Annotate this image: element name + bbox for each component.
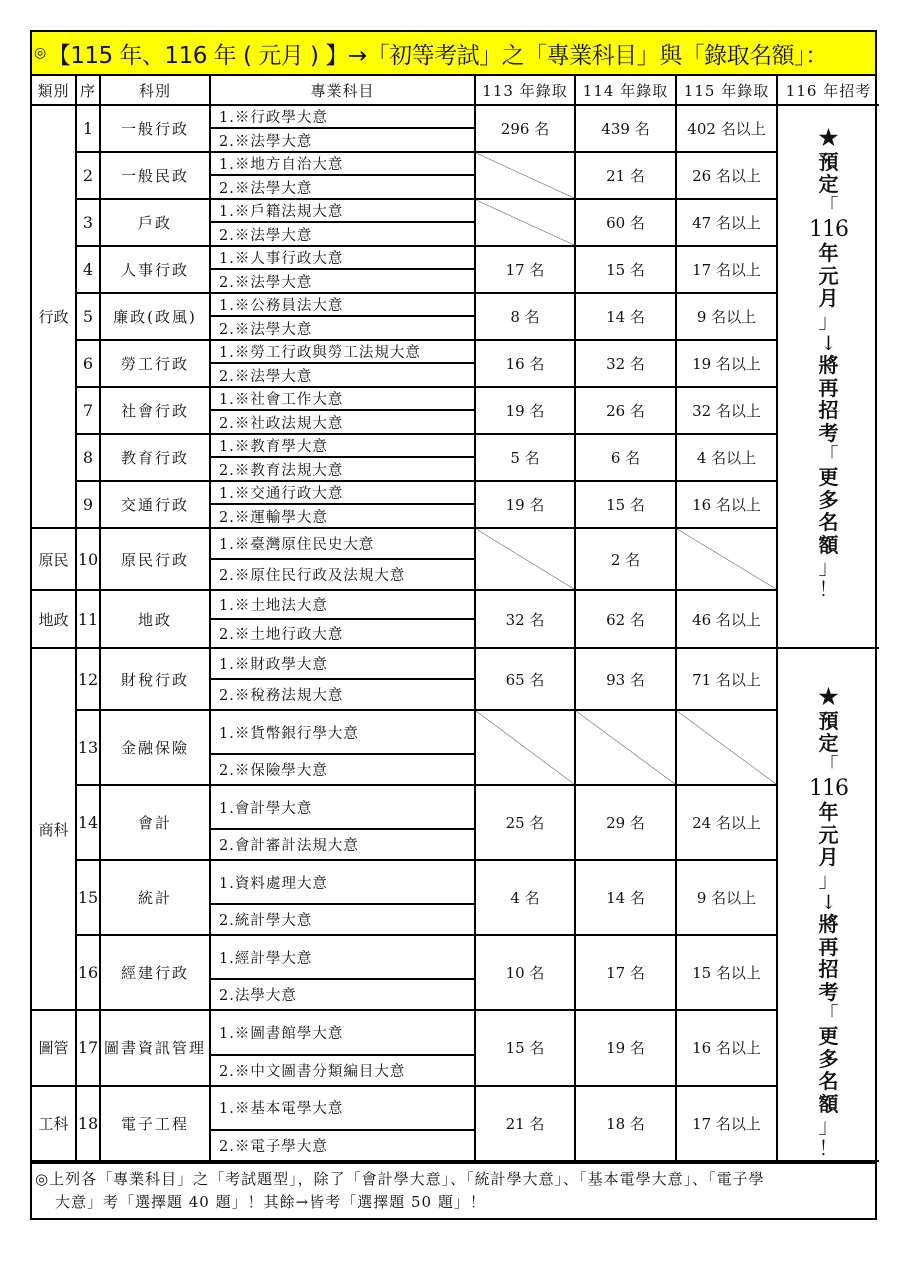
subject-cell: 2.※法學大意 xyxy=(210,222,475,246)
seq-cell: 18 xyxy=(76,1086,100,1161)
table-row xyxy=(32,152,879,175)
subject-cell: 1.※貨幣銀行學大意 xyxy=(210,710,475,754)
quota-cell-y115: 24 名以上 xyxy=(676,785,777,860)
department-cell: 統計 xyxy=(100,860,210,935)
exam-quota-sheet xyxy=(30,30,877,1220)
seq-cell: 12 xyxy=(76,648,100,710)
note-char: 元 xyxy=(818,822,839,847)
category-cell: 行政 xyxy=(32,105,76,528)
subject-cell: 2.※保險學大意 xyxy=(210,754,475,785)
subject-cell: 2.※法學大意 xyxy=(210,363,475,387)
empty-quota-cell-y115 xyxy=(676,528,777,590)
note-char: 年 xyxy=(818,800,839,825)
quota-cell-y114: 2 名 xyxy=(575,528,676,590)
empty-quota-cell-y113 xyxy=(475,152,575,199)
quota-cell-y115: 16 名以上 xyxy=(676,481,777,528)
note-char: 再 xyxy=(818,934,839,959)
quota-cell-y114: 21 名 xyxy=(575,152,676,199)
quota-cell-y114: 60 名 xyxy=(575,199,676,246)
note-char: 額 xyxy=(818,532,839,557)
seq-cell: 8 xyxy=(76,434,100,481)
seq-cell: 16 xyxy=(76,935,100,1010)
quota-cell-y114: 19 名 xyxy=(575,1010,676,1085)
quota-cell-y115: 17 名以上 xyxy=(676,1086,777,1161)
note-char: 「 xyxy=(818,194,839,219)
footer-note xyxy=(32,1162,875,1218)
subject-cell: 1.※行政學大意 xyxy=(210,105,475,128)
note-char: 更 xyxy=(818,465,839,490)
category-cell: 工科 xyxy=(32,1086,76,1161)
note-char: 招 xyxy=(818,957,839,982)
quota-cell-y113: 17 名 xyxy=(475,246,575,293)
note-char: 考 xyxy=(818,420,839,445)
quota-cell-y115: 26 名以上 xyxy=(676,152,777,199)
note-char: 再 xyxy=(818,375,839,400)
empty-quota-cell-y115 xyxy=(676,710,777,785)
quota-cell-y114: 18 名 xyxy=(575,1086,676,1161)
quota-cell-y114: 15 名 xyxy=(575,481,676,528)
note-char: 名 xyxy=(818,510,839,535)
department-cell: 教育行政 xyxy=(100,434,210,481)
seq-cell: 13 xyxy=(76,710,100,785)
note-char: 」 xyxy=(818,308,839,333)
table-row xyxy=(32,246,879,269)
empty-quota-cell-y113 xyxy=(475,528,575,590)
note-char: 「 xyxy=(818,753,839,778)
quota-cell-y113: 25 名 xyxy=(475,785,575,860)
quota-cell-y114: 439 名 xyxy=(575,105,676,152)
subject-cell: 1.※圖書館學大意 xyxy=(210,1010,475,1054)
quota-cell-y115: 19 名以上 xyxy=(676,340,777,387)
quota-cell-y113: 65 名 xyxy=(475,648,575,710)
quota-cell-y115: 9 名以上 xyxy=(676,293,777,340)
note-char: 年 xyxy=(818,241,839,266)
sheet-title xyxy=(32,32,875,76)
quota-cell-y113: 10 名 xyxy=(475,935,575,1010)
note-char: 」 xyxy=(818,1113,839,1138)
quota-cell-y114: 17 名 xyxy=(575,935,676,1010)
table-row xyxy=(32,935,879,979)
empty-quota-cell-y113 xyxy=(475,710,575,785)
department-cell: 地政 xyxy=(100,590,210,648)
subject-cell: 2.※稅務法規大意 xyxy=(210,679,475,710)
note-char: 將 xyxy=(818,353,839,378)
seq-cell: 11 xyxy=(76,590,100,648)
quota-cell-y114: 14 名 xyxy=(575,293,676,340)
header-subjects: 專業科目 xyxy=(210,76,475,105)
department-cell: 人事行政 xyxy=(100,246,210,293)
star-icon: ★ xyxy=(818,684,839,710)
quota-cell-y115: 9 名以上 xyxy=(676,860,777,935)
seq-cell: 6 xyxy=(76,340,100,387)
header-department: 科別 xyxy=(100,76,210,105)
subject-cell: 2.※社政法規大意 xyxy=(210,410,475,434)
quota-cell-y113: 296 名 xyxy=(475,105,575,152)
department-cell: 勞工行政 xyxy=(100,340,210,387)
department-cell: 電子工程 xyxy=(100,1086,210,1161)
note-char: 將 xyxy=(818,912,839,937)
note-char: 「 xyxy=(818,442,839,467)
quota-cell-y114: 62 名 xyxy=(575,590,676,648)
department-cell: 會計 xyxy=(100,785,210,860)
note-char: 月 xyxy=(818,286,839,311)
quota-cell-y114: 14 名 xyxy=(575,860,676,935)
note-char: 預 xyxy=(818,149,839,174)
subject-cell: 1.※基本電學大意 xyxy=(210,1086,475,1130)
seq-cell: 15 xyxy=(76,860,100,935)
quota-cell-y113: 15 名 xyxy=(475,1010,575,1085)
subject-cell: 2.法學大意 xyxy=(210,979,475,1010)
subject-cell: 2.※法學大意 xyxy=(210,175,475,199)
quota-cell-y115: 71 名以上 xyxy=(676,648,777,710)
category-cell: 地政 xyxy=(32,590,76,648)
subject-cell: 2.※運輸學大意 xyxy=(210,504,475,528)
seq-cell: 9 xyxy=(76,481,100,528)
note-char: 116 xyxy=(809,775,848,801)
note-char: ！ xyxy=(818,1136,839,1161)
subject-cell: 1.※交通行政大意 xyxy=(210,481,475,504)
category-cell: 商科 xyxy=(32,648,76,1010)
table-row xyxy=(32,528,879,559)
header-seq: 序 xyxy=(76,76,100,105)
quota-cell-y113: 16 名 xyxy=(475,340,575,387)
subject-cell: 1.※教育學大意 xyxy=(210,434,475,457)
note-char: 多 xyxy=(818,487,839,512)
subject-cell: 2.※教育法規大意 xyxy=(210,457,475,481)
subject-cell: 1.※公務員法大意 xyxy=(210,293,475,316)
department-cell: 社會行政 xyxy=(100,387,210,434)
footer-line-2: 大意」考「選擇題 40 題」！其餘→皆考「選擇題 50 題」！ xyxy=(55,1192,486,1211)
double-circle-icon: ◎ xyxy=(34,45,46,61)
table-row xyxy=(32,710,879,754)
seq-cell: 10 xyxy=(76,528,100,590)
subject-cell: 1.※土地法大意 xyxy=(210,590,475,619)
subject-cell: 1.※社會工作大意 xyxy=(210,387,475,410)
seq-cell: 1 xyxy=(76,105,100,152)
recruit-116-note-1 xyxy=(777,105,879,648)
subject-cell: 1.※人事行政大意 xyxy=(210,246,475,269)
department-cell: 財稅行政 xyxy=(100,648,210,710)
note-char: 定 xyxy=(818,172,839,197)
table-row xyxy=(32,105,879,128)
quota-cell-y115: 17 名以上 xyxy=(676,246,777,293)
seq-cell: 14 xyxy=(76,785,100,860)
seq-cell: 2 xyxy=(76,152,100,199)
quota-cell-y115: 46 名以上 xyxy=(676,590,777,648)
subject-cell: 1.※勞工行政與勞工法規大意 xyxy=(210,340,475,363)
table-row xyxy=(32,1010,879,1054)
table-row xyxy=(32,860,879,904)
quota-table-body xyxy=(32,105,879,1161)
note-char: 預 xyxy=(818,708,839,733)
empty-quota-cell-y114 xyxy=(575,710,676,785)
note-char: 「 xyxy=(818,1001,839,1026)
department-cell: 原民行政 xyxy=(100,528,210,590)
header-113: 113 年錄取 xyxy=(475,76,575,105)
quota-cell-y113: 4 名 xyxy=(475,860,575,935)
empty-quota-cell-y113 xyxy=(475,199,575,246)
note-char: 多 xyxy=(818,1046,839,1071)
seq-cell: 7 xyxy=(76,387,100,434)
note-char: 考 xyxy=(818,979,839,1004)
department-cell: 廉政(政風) xyxy=(100,293,210,340)
table-row xyxy=(32,387,879,410)
department-cell: 戶政 xyxy=(100,199,210,246)
quota-cell-y115: 402 名以上 xyxy=(676,105,777,152)
subject-cell: 1.會計學大意 xyxy=(210,785,475,829)
sheet-title-text: 【115 年、116 年 ( 元月 ) 】→「初等考試」之「專業科目」與「錄取名額」： xyxy=(47,42,828,69)
seq-cell: 5 xyxy=(76,293,100,340)
note-char: 定 xyxy=(818,731,839,756)
department-cell: 圖書資訊管理 xyxy=(100,1010,210,1085)
table-row xyxy=(32,199,879,222)
quota-cell-y114: 32 名 xyxy=(575,340,676,387)
table-row xyxy=(32,434,879,457)
subject-cell: 1.※戶籍法規大意 xyxy=(210,199,475,222)
table-row xyxy=(32,648,879,679)
table-row xyxy=(32,785,879,829)
table-row xyxy=(32,481,879,504)
header-row xyxy=(32,76,879,105)
quota-cell-y113: 32 名 xyxy=(475,590,575,648)
star-icon: ★ xyxy=(818,125,839,151)
quota-cell-y115: 15 名以上 xyxy=(676,935,777,1010)
table-row xyxy=(32,340,879,363)
note-char: 招 xyxy=(818,398,839,423)
quota-cell-y113: 19 名 xyxy=(475,481,575,528)
quota-cell-y114: 93 名 xyxy=(575,648,676,710)
subject-cell: 1.※地方自治大意 xyxy=(210,152,475,175)
quota-cell-y113: 21 名 xyxy=(475,1086,575,1161)
department-cell: 一般行政 xyxy=(100,105,210,152)
department-cell: 交通行政 xyxy=(100,481,210,528)
table-row xyxy=(32,590,879,619)
category-cell: 原民 xyxy=(32,528,76,590)
quota-cell-y115: 32 名以上 xyxy=(676,387,777,434)
subject-cell: 2.※法學大意 xyxy=(210,128,475,152)
note-char: 月 xyxy=(818,845,839,870)
subject-cell: 2.※法學大意 xyxy=(210,269,475,293)
department-cell: 一般民政 xyxy=(100,152,210,199)
subject-cell: 2.統計學大意 xyxy=(210,904,475,935)
quota-cell-y115: 47 名以上 xyxy=(676,199,777,246)
subject-cell: 1.※臺灣原住民史大意 xyxy=(210,528,475,559)
recruit-116-note-2 xyxy=(777,648,879,1161)
department-cell: 經建行政 xyxy=(100,935,210,1010)
seq-cell: 17 xyxy=(76,1010,100,1085)
note-char: 元 xyxy=(818,263,839,288)
note-char: 額 xyxy=(818,1091,839,1116)
subject-cell: 2.※中文圖書分類編目大意 xyxy=(210,1055,475,1086)
arrow-down-icon: ↓ xyxy=(820,330,837,355)
seq-cell: 4 xyxy=(76,246,100,293)
footer-line-1: ◎上列各「專業科目」之「考試題型」，除了「會計學大意」、「統計學大意」、「基本電學大意」、「電子學 xyxy=(35,1169,765,1188)
quota-cell-y113: 19 名 xyxy=(475,387,575,434)
arrow-down-icon: ↓ xyxy=(820,889,837,914)
subject-cell: 2.會計審計法規大意 xyxy=(210,829,475,860)
subject-cell: 2.※土地行政大意 xyxy=(210,619,475,648)
note-char: 」 xyxy=(818,867,839,892)
subject-cell: 1.經計學大意 xyxy=(210,935,475,979)
quota-cell-y113: 5 名 xyxy=(475,434,575,481)
quota-cell-y113: 8 名 xyxy=(475,293,575,340)
note-char: 名 xyxy=(818,1069,839,1094)
header-114: 114 年錄取 xyxy=(575,76,676,105)
seq-cell: 3 xyxy=(76,199,100,246)
table-row xyxy=(32,1086,879,1130)
note-char: 116 xyxy=(809,216,848,242)
subject-cell: 1.資料處理大意 xyxy=(210,860,475,904)
table-row xyxy=(32,293,879,316)
quota-cell-y114: 29 名 xyxy=(575,785,676,860)
header-115: 115 年錄取 xyxy=(676,76,777,105)
header-category: 類別 xyxy=(32,76,76,105)
quota-cell-y115: 4 名以上 xyxy=(676,434,777,481)
note-char: 更 xyxy=(818,1024,839,1049)
category-cell: 圖管 xyxy=(32,1010,76,1085)
quota-cell-y115: 16 名以上 xyxy=(676,1010,777,1085)
quota-table xyxy=(32,76,879,1162)
subject-cell: 1.※財政學大意 xyxy=(210,648,475,679)
quota-cell-y114: 15 名 xyxy=(575,246,676,293)
quota-cell-y114: 26 名 xyxy=(575,387,676,434)
subject-cell: 2.※電子學大意 xyxy=(210,1130,475,1161)
subject-cell: 2.※法學大意 xyxy=(210,316,475,340)
note-char: 」 xyxy=(818,554,839,579)
subject-cell: 2.※原住民行政及法規大意 xyxy=(210,559,475,590)
header-116: 116 年招考 xyxy=(777,76,879,105)
department-cell: 金融保險 xyxy=(100,710,210,785)
note-char: ！ xyxy=(818,577,839,602)
quota-cell-y114: 6 名 xyxy=(575,434,676,481)
